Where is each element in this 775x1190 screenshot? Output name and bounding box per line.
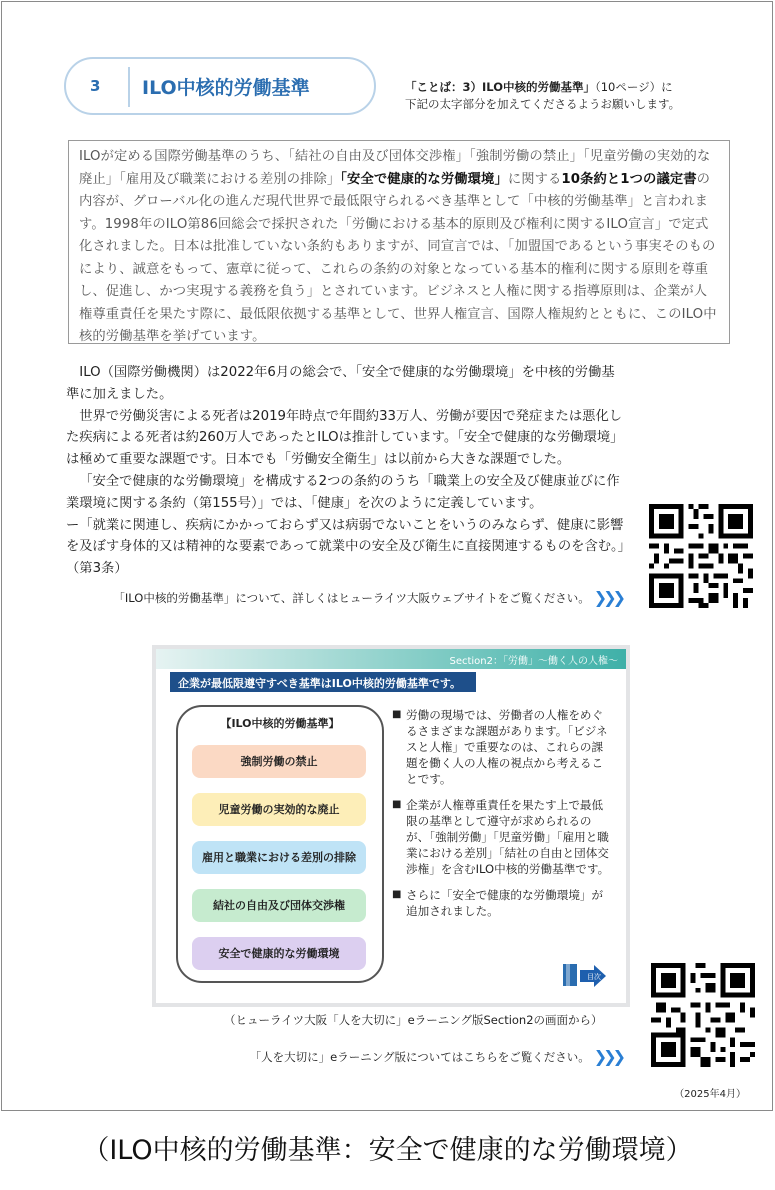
box-text-3: の内容が、グローバル化の進んだ現代世界で最低限守られるべき基準として「中核的労働基準」と言われます。1998年のILO第86回総会で採択された「労働における基本的原則及び権利に関するILO宣言」で定式化されました。日本は批准していない条約もありますが、同宣言では、「加盟国であるという事実そのものにより、誠意をもって、憲章に従って、これらの条約の対象となっている基本的権利に関する原則を尊重し、促進し、かつ実現する義務を負う」とされています。ビジネスと人権に関する指導原則は、企業が人権尊重責任を果たす際に、最低限依拠する基準として、世界人権宣言、国際人権規約とともに、このILO中核的労働基準を挙げています。: [79, 171, 717, 344]
chevron-right-icon[interactable]: ❯❯❯: [593, 588, 622, 607]
screenshot-caption: （ヒューライツ大阪「人を大切に」eラーニング版Section2の画面から）: [224, 1013, 603, 1027]
body-paragraph-2: 世界で労働災害による死者は2019年時点で年間約33万人、労働が要因で発症または悪化した疾病による死者は約260万人であったとILOは推計しています。「安全で健康的な労働環境」は極めて重要な課題です。日本でも「労働安全衛生」は以前から大きな課題でした。: [66, 408, 624, 468]
standard-chip: 安全で健康的な労働環境: [192, 937, 366, 970]
elearning-link[interactable]: [250, 1047, 622, 1066]
screenshot-header-bar: [156, 649, 626, 669]
bullet-item: [392, 707, 614, 787]
qr-code-elearning[interactable]: [651, 963, 755, 1067]
body-text: [66, 362, 626, 580]
elearning-link-text[interactable]: 「人を大切に」eラーニング版についてはこちらをご覧ください。: [249, 1049, 590, 1064]
screenshot-inner: [156, 649, 626, 1003]
screenshot-section-label: Section2：「労働」～働く人の人権～: [449, 656, 618, 667]
bullet-item: [392, 797, 614, 877]
core-standards-list: [176, 705, 384, 983]
bullet-square-icon: ■: [392, 799, 402, 810]
bullet-square-icon: ■: [392, 889, 402, 900]
bullet-text: さらに「安全で健康的な労働環境」が追加されました。: [406, 888, 604, 918]
box-bold-2: 10条約と1つの議定書: [561, 171, 697, 187]
body-paragraph-4: ー「就業に関連し、疾病にかかっておらず又は病弱でないことをいうのみならず、健康に影響を及ぼす身体的又は精神的な要素であって就業中の安全及び衛生に直接関連するものを含む。」（第3条）: [66, 517, 625, 577]
section-number: 3: [90, 77, 101, 95]
screenshot-bullets: [392, 707, 614, 929]
toc-icon-label: 目次: [587, 973, 601, 981]
box-bold-1: 「安全で健康的な労働環境」: [340, 171, 508, 187]
bullet-text: 企業が人権尊重責任を果たす上で最低限の基準として遵守が求められるのが、「強制労働」「児童労働」「雇用と職業における差別」「結社の自由と団体交渉権」を含むILO中核的労働基準です。: [406, 798, 610, 876]
standard-chip: 強制労働の禁止: [192, 745, 366, 778]
note-rest: （10ページ）に: [594, 80, 673, 94]
website-link[interactable]: [113, 588, 622, 607]
note-bold: 「ことば：3）ILO中核的労働基準」: [405, 80, 595, 94]
standard-chip: 児童労働の実効的な廃止: [192, 793, 366, 826]
section-heading: [64, 57, 376, 115]
bullet-square-icon: ■: [392, 709, 402, 720]
body-paragraph-1: ILO（国際労働機関）は2022年6月の総会で、「安全で健康的な労働環境」を中核的労働基準に加えました。: [66, 365, 615, 402]
publication-date: （2025年4月）: [674, 1089, 746, 1100]
section-divider: [128, 67, 130, 107]
ilo-definition-box: [68, 140, 730, 344]
body-paragraph-3: 「安全で健康的な労働環境」を構成する2つの条約のうち「職業上の安全及び健康並びに作業環境に関する条約（第155号）」では、「健康」を次のように定義しています。: [66, 473, 620, 511]
chevron-right-icon[interactable]: ❯❯❯: [593, 1047, 622, 1066]
bullet-item: [392, 887, 614, 919]
standard-chip: 結社の自由及び団体交渉権: [192, 889, 366, 922]
core-standards-heading: 【ILO中核的労働基準】: [220, 717, 340, 730]
website-link-text[interactable]: 「ILO中核的労働基準」について、詳しくはヒューライツ大阪ウェブサイトをご覧ください。: [113, 590, 590, 605]
box-text-2: に関する: [507, 171, 562, 187]
table-of-contents-icon[interactable]: [562, 963, 608, 989]
section-title: ILO中核的労働基準: [142, 77, 310, 99]
box-text-1: ILOが定める国際労働基準のうち、「結社の自由及び団体交渉権」「強制労働の禁止」「児童労働の実効的な廃止」「雇用及び職業における差別の排除」: [79, 149, 711, 187]
standard-chip: 雇用と職業における差別の排除: [192, 841, 366, 874]
qr-code-website[interactable]: [649, 504, 753, 608]
note-line2: 下記の太字部分を加えてくださるようお願いします。: [405, 97, 681, 111]
bullet-text: 労働の現場では、労働者の人権をめぐるさまざまな課題があります。「ビジネスと人権」で重要なのは、これらの課題を働く人の人権の視点から考えることです。: [406, 708, 608, 786]
image-caption: （ILO中核的労働基準：安全で健康的な労働環境）: [82, 1135, 693, 1166]
elearning-screenshot: [152, 645, 630, 1007]
document-page: [1, 1, 773, 1111]
screenshot-banner: 企業が最低限遵守すべき基準はILO中核的労働基準です。: [170, 672, 476, 692]
editorial-note: [405, 79, 725, 113]
